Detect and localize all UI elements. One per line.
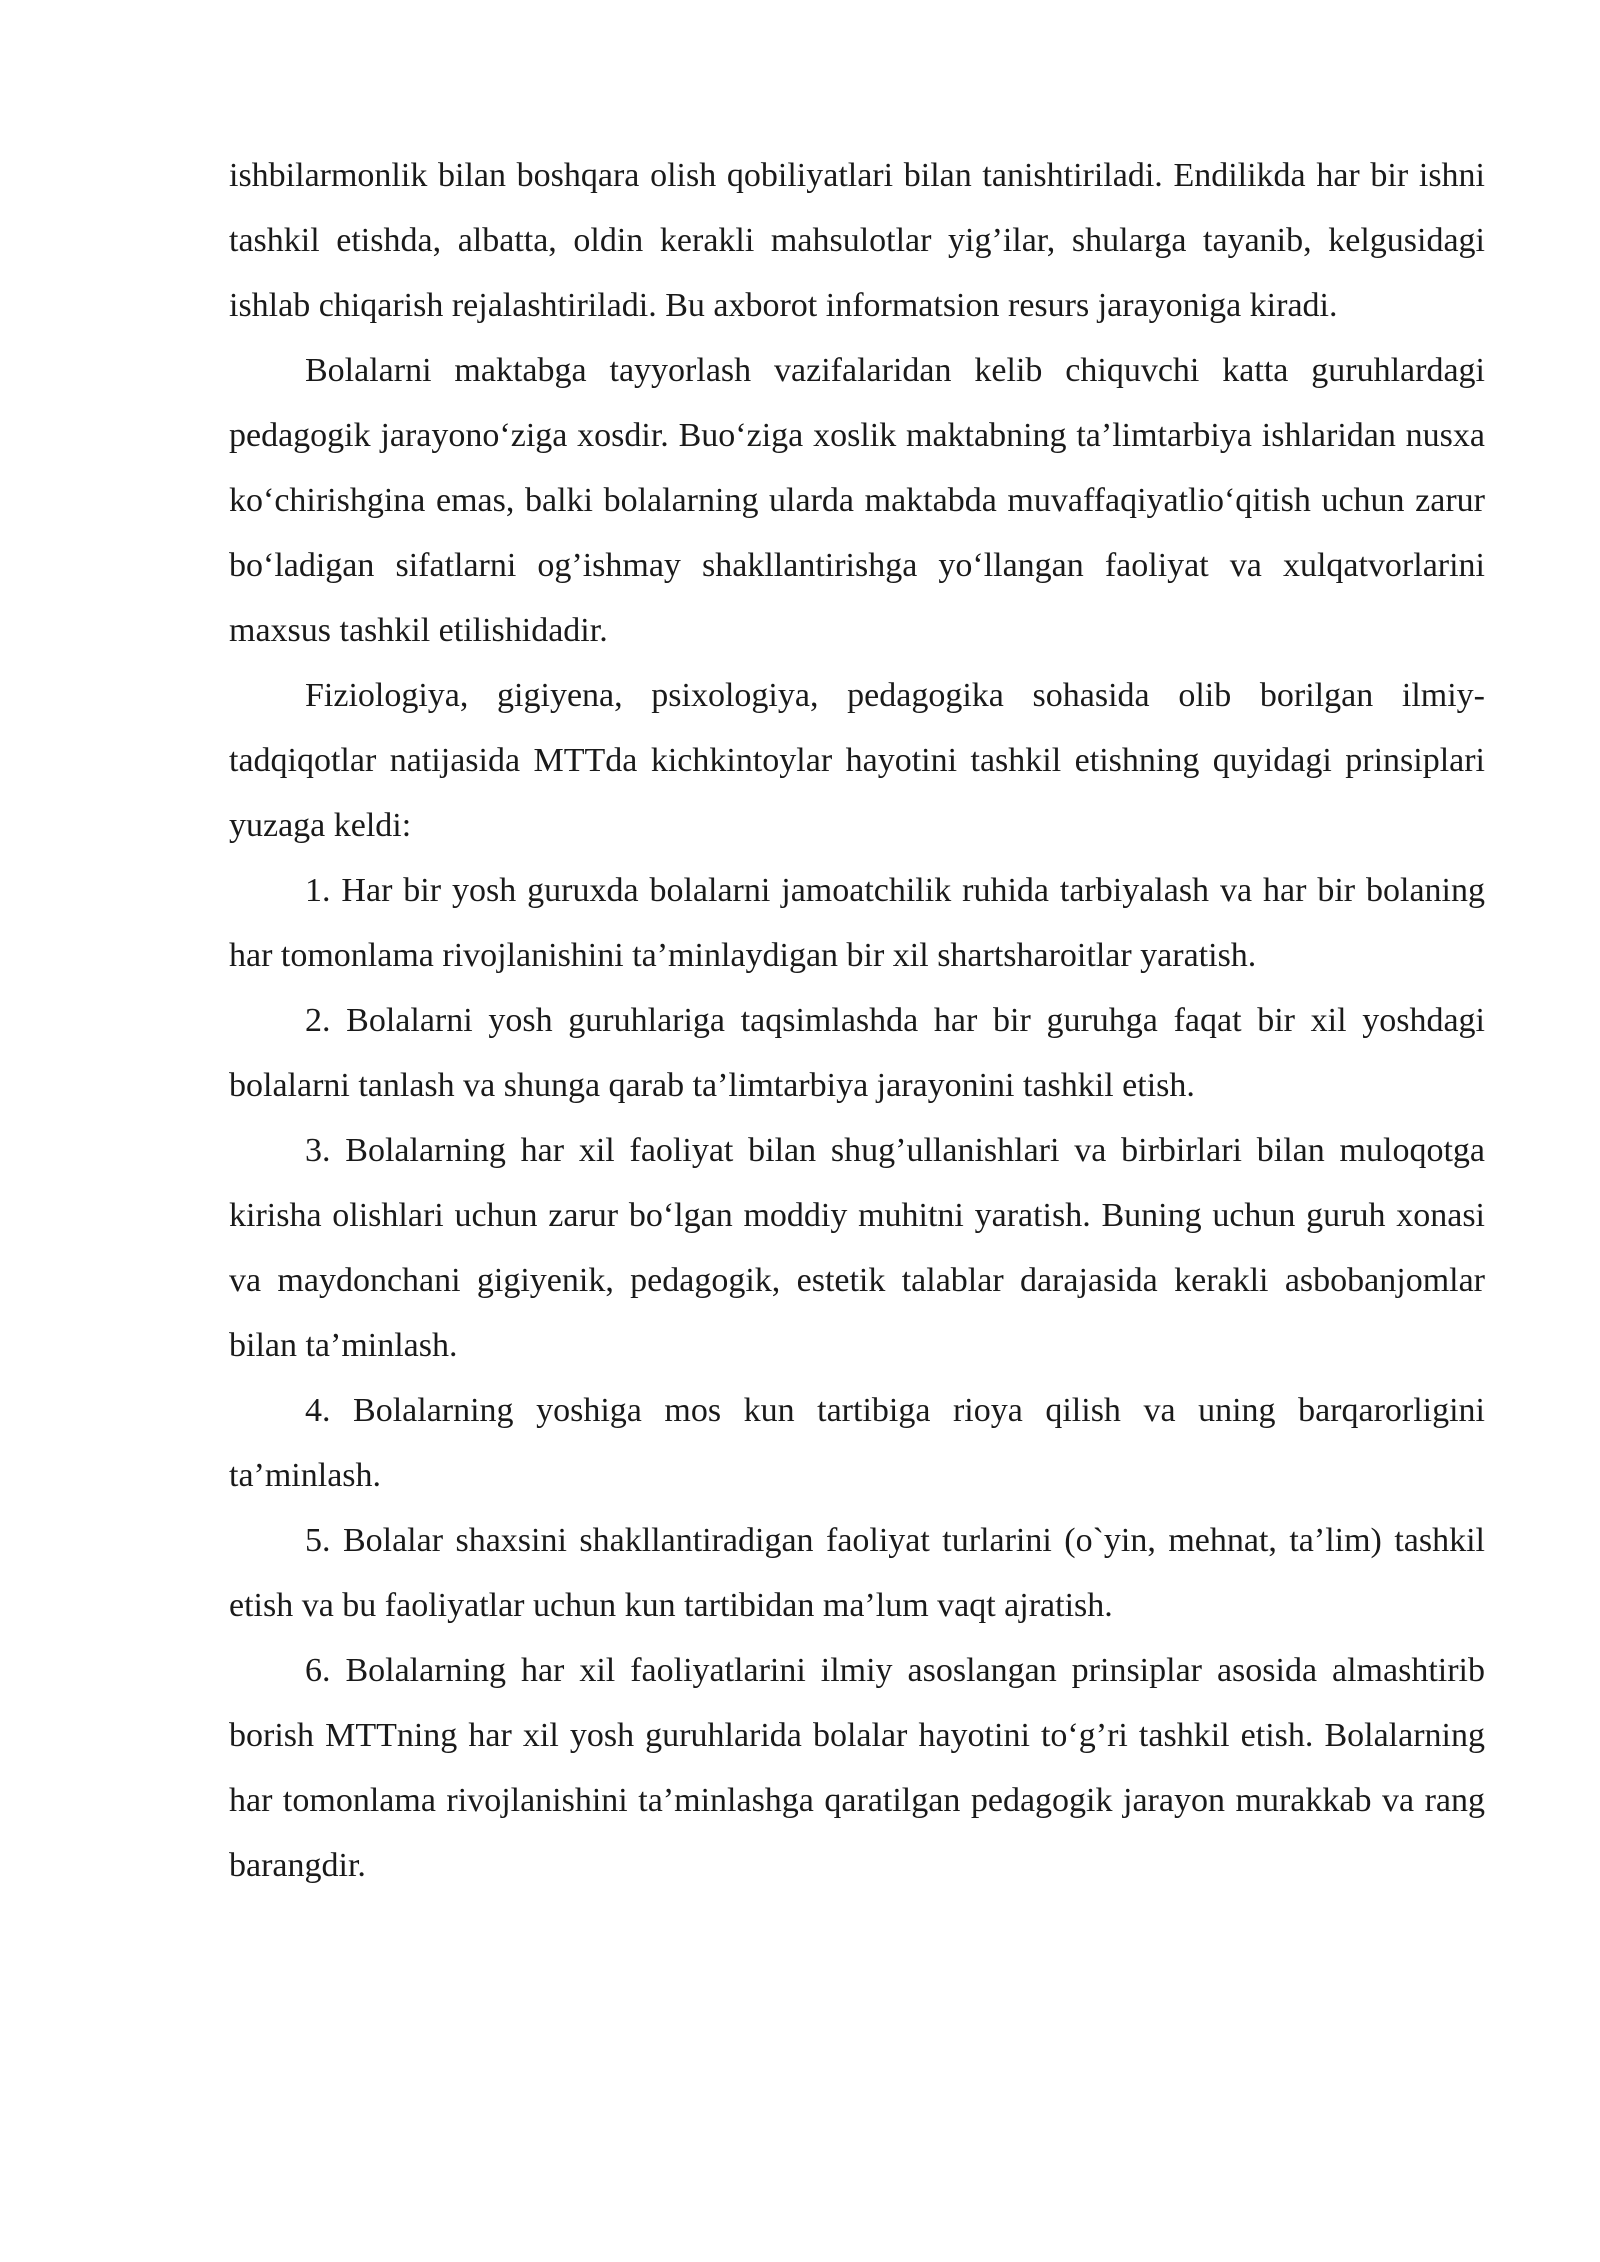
principle-item-6: 6. Bolalarning har xil faoliyatlarini ilmiy asoslangan prinsiplar asosida almashtirib borish MTTning har xil yosh guruhlarida bolalar hayotini to‘g’ri tashkil etish. Bolalarning har tomonlama rivojlanishini ta’minlashga qaratilgan pedagogik jarayon murakkab va rang barangdir. [229,1652,1485,1884]
paragraph-principles-intro: Fiziologiya, gigiyena, psixologiya, pedagogika sohasida olib borilgan ilmiy-tadqiqotlar natijasida MTTda kichkintoylar hayotini tashkil etishning quyidagi prinsiplari yuzaga keldi: [229,677,1485,844]
paragraph-school-preparation: Bolalarni maktabga tayyorlash vazifalaridan kelib chiquvchi katta guruhlardagi pedagogik jarayono‘ziga xosdir. Buo‘ziga xoslik maktabning ta’limtarbiya ishlaridan nusxa ko‘chirishgina emas, balki bolalarning ularda maktabda muvaffaqiyatlio‘qitish uchun zarur bo‘ladigan sifatlarni og’ishmay shakllantirishga yo‘llangan faoliyat va xulqatvorlarini maxsus tashkil etilishidadir. [229,352,1485,649]
principle-item-3: 3. Bolalarning har xil faoliyat bilan shug’ullanishlari va birbirlari bilan muloqotga kirisha olishlari uchun zarur bo‘lgan moddiy muhitni yaratish. Buning uchun guruh xonasi va maydonchani gigiyenik, pedagogik, estetik talablar darajasida kerakli asbobanjomlar bilan ta’minlash. [229,1132,1485,1364]
principle-item-4: 4. Bolalarning yoshiga mos kun tartibiga rioya qilish va uning barqarorligini ta’minlash. [229,1392,1485,1494]
principle-item-5: 5. Bolalar shaxsini shakllantiradigan faoliyat turlarini (o`yin, mehnat, ta’lim) tashkil etish va bu faoliyatlar uchun kun tartibidan ma’lum vaqt ajratish. [229,1522,1485,1624]
body-text [229,143,1485,1898]
principle-item-2: 2. Bolalarni yosh guruhlariga taqsimlashda har bir guruhga faqat bir xil yoshdagi bolalarni tanlash va shunga qarab ta’limtarbiya jarayonini tashkil etish. [229,1002,1485,1104]
paragraph-continuation: ishbilarmonlik bilan boshqara olish qobiliyatlari bilan tanishtiriladi. Endilikda har bir ishni tashkil etishda, albatta, oldin kerakli mahsulotlar yig’ilar, shularga tayanib, kelgusidagi ishlab chiqarish rejalashtiriladi. Bu axborot informatsion resurs jarayoniga kiradi. [229,157,1485,324]
principle-item-1: 1. Har bir yosh guruxda bolalarni jamoatchilik ruhida tarbiyalash va har bir bolaning har tomonlama rivojlanishini ta’minlaydigan bir xil shartsharoitlar yaratish. [229,872,1485,974]
